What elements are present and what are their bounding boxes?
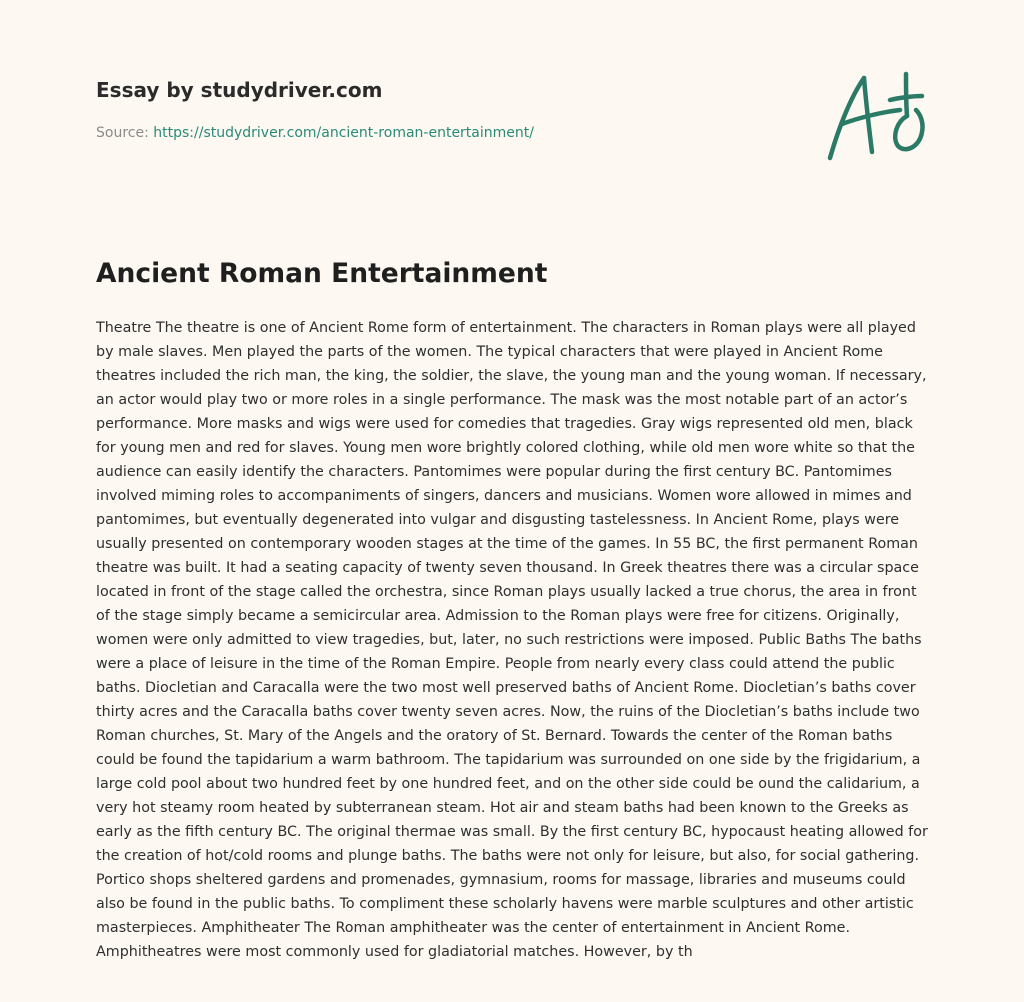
essay-body-text: Theatre The theatre is one of Ancient Rome form of entertainment. The characters in Roman plays were all played by male slaves. Men played the parts of the women. The typical characters that were played in Ancient Rome theatres included the rich man, the king, the soldier, the slave, the young man and the young woman. If necessary, an actor would play two or more roles in a single performance. The mask was the most notable part of an actor’s performance. More masks and wigs were used for comedies that tragedies. Gray wigs represented old men, black for young men and red for slaves. Young men wore brightly colored clothing, while old men wore white so that the audience can easily identify the characters. Pantomimes were popular during the first century BC. Pantomimes involved miming roles to accompaniments of singers, dancers and musicians. Women wore allowed in mimes and pantomimes, but eventually degenerated into vulgar and disgusting tastelessness. In Ancient Rome, plays were usually presented on contemporary wooden stages at the time of the games. In 55 BC, the first permanent Roman theatre was built. It had a seating capacity of twenty seven thousand. In Greek theatres there was a circular space located in front of the stage called the orchestra, since Roman plays usually lacked a true chorus, the area in front of the stage simply became a semicircular area. Admission to the Roman plays were free for citizens. Originally, women were only admitted to view tragedies, but, later, no such restrictions were imposed. Public Baths The baths were a place of leisure in the time of the Roman Empire. People from nearly every class could attend the public baths. Diocletian and Caracalla were the two most well preserved baths of Ancient Rome. Diocletian’s baths cover thirty acres and the Caracalla baths cover twenty seven acres. Now, the ruins of the Diocletian’s baths include two Roman churches, St. Mary of the Angels and the oratory of St. Bernard. Towards the center of the Roman baths could be found the tapidarium a warm bathroom. The tapidarium was surrounded on one side by the frigidarium, a large cold pool about two hundred feet by one hundred feet, and on the other side could be ound the calidarium, a very hot steamy room heated by subterranean steam. Hot air and steam baths had been known to the Greeks as early as the fifth century BC. The original thermae was small. By the first century BC, hypocaust heating allowed for the creation of hot/cold rooms and plunge baths. The baths were not only for leisure, but also, for social gathering. Portico shops sheltered gardens and promenades, gymnasium, rooms for massage, libraries and museums could also be found in the public baths. To compliment these scholarly havens were marble sculptures and other artistic masterpieces. Amphitheater The Roman amphitheater was the center of entertainment in Ancient Rome. Amphitheatres were most commonly used for gladiatorial matches. However, by th — [96, 320, 928, 960]
source-label: Source: — [96, 125, 154, 141]
source-link[interactable]: https://studydriver.com/ancient-roman-entertainment/ — [153, 125, 534, 141]
site-title: Essay by studydriver.com — [96, 78, 383, 102]
source-line — [96, 124, 816, 142]
a-plus-logo — [820, 66, 932, 166]
essay-header — [96, 76, 816, 142]
a-plus-grade-icon — [820, 66, 932, 166]
essay-title: Ancient Roman Entertainment — [96, 258, 548, 289]
